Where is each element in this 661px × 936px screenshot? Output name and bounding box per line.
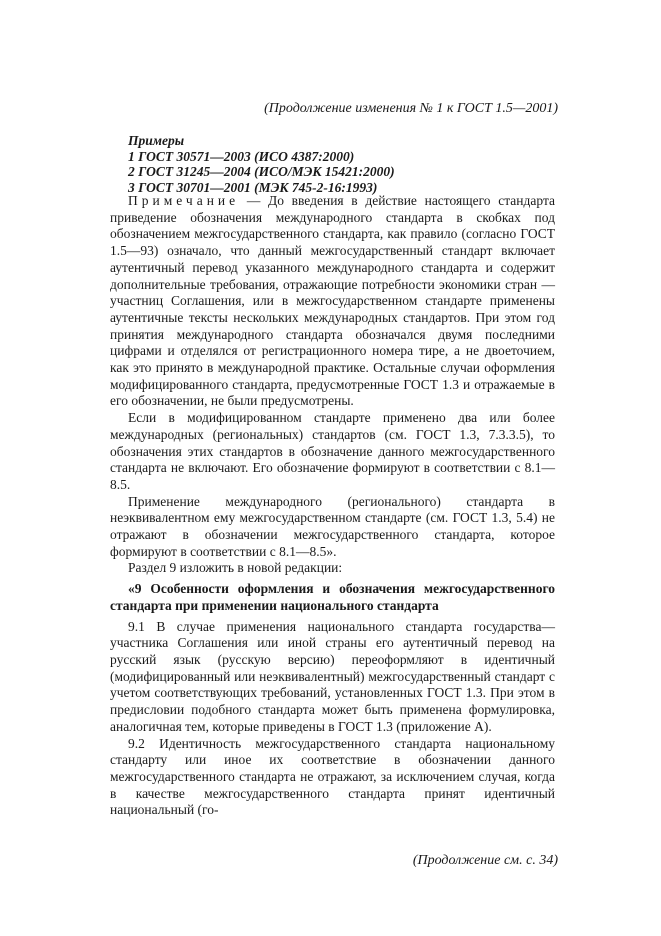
- note-paragraph: [110, 193, 555, 410]
- example-item: 3 ГОСТ 30701—2001 (МЭК 745-2-16:1993): [128, 179, 378, 195]
- paragraph: 9.1 В случае применения национального стандарта государства—участника Соглашения или иной страны его аутентичный перевод на русский язык (русскую версию) переоформляют в идентичный (модифицированный или неэквивалентный) межгосударственный стандарт с учетом соответствующих требований, установленных ГОСТ 1.3. При этом в предисловии подобного стандарта может быть применена формулировка, аналогичная тем, которые приведены в ГОСТ 1.3 (приложение А).: [110, 618, 555, 734]
- section-heading: «9 Особенности оформления и обозначения межгосударственного стандарта при применении национального стандарта: [110, 581, 555, 613]
- note-text: — До введения в действие настоящего стандарта приведение обозначения международного стандарта в скобках под обозначением межгосударственного стандарта, как правило (согласно ГОСТ 1.5—93) означало, что данный межгосударственный стандарт включает аутентичный перевод указанного международного стандарта и содержит дополнительные требования, отражающие потребности экономики стран — участниц Соглашения, или в межгосударственном стандарте применены аутентичные тексты нескольких международных стандартов. При этом год принятия международного стандарта обозначался двумя последними цифрами и отделялся от регистрационного номера тире, а не двоеточием, как это принято в международной практике. Остальные случаи оформления модифицированного стандарта, предусмотренные ГОСТ 1.3 и отражаемые в его обозначении, не были предусмотрены.: [110, 193, 555, 409]
- note-label: Примечание: [128, 193, 240, 208]
- paragraph: Применение международного (регионального) стандарта в неэквивалентном ему межгосударственном стандарте (см. ГОСТ 1.3, 5.4) не отражают в обозначении межгосударственного стандарта, которое формируют в соответствии с 8.1—8.5».: [110, 493, 555, 559]
- body-text: [110, 193, 555, 819]
- continuation-footer: (Продолжение см. с. 34): [412, 853, 558, 868]
- examples-block: [128, 133, 395, 195]
- paragraph: Если в модифицированном стандарте применено два или более международных (региональных) стандартов (см. ГОСТ 1.3, 7.3.3.5), то обозначения этих стандартов в обозначение данного межгосударственного стандарта не включают. Его обозначение формируют в соответствии с 8.1—8.5.: [110, 410, 555, 492]
- examples-title: Примеры: [128, 133, 185, 148]
- example-item: 2 ГОСТ 31245—2004 (ИСО/МЭК 15421:2000): [128, 164, 395, 179]
- paragraph: 9.2 Идентичность межгосударственного стандарта национальному стандарту или иное их соответствие в обозначении данного межгосударственного стандарта не отражают, за исключением случая, когда в качестве межгосударственного стандарта принят идентичный национальный (го-: [110, 735, 555, 818]
- continuation-header: (Продолжение изменения № 1 к ГОСТ 1.5—2001): [264, 101, 558, 116]
- paragraph: Раздел 9 изложить в новой редакции:: [128, 560, 343, 576]
- example-item: 1 ГОСТ 30571—2003 (ИСО 4387:2000): [128, 148, 355, 164]
